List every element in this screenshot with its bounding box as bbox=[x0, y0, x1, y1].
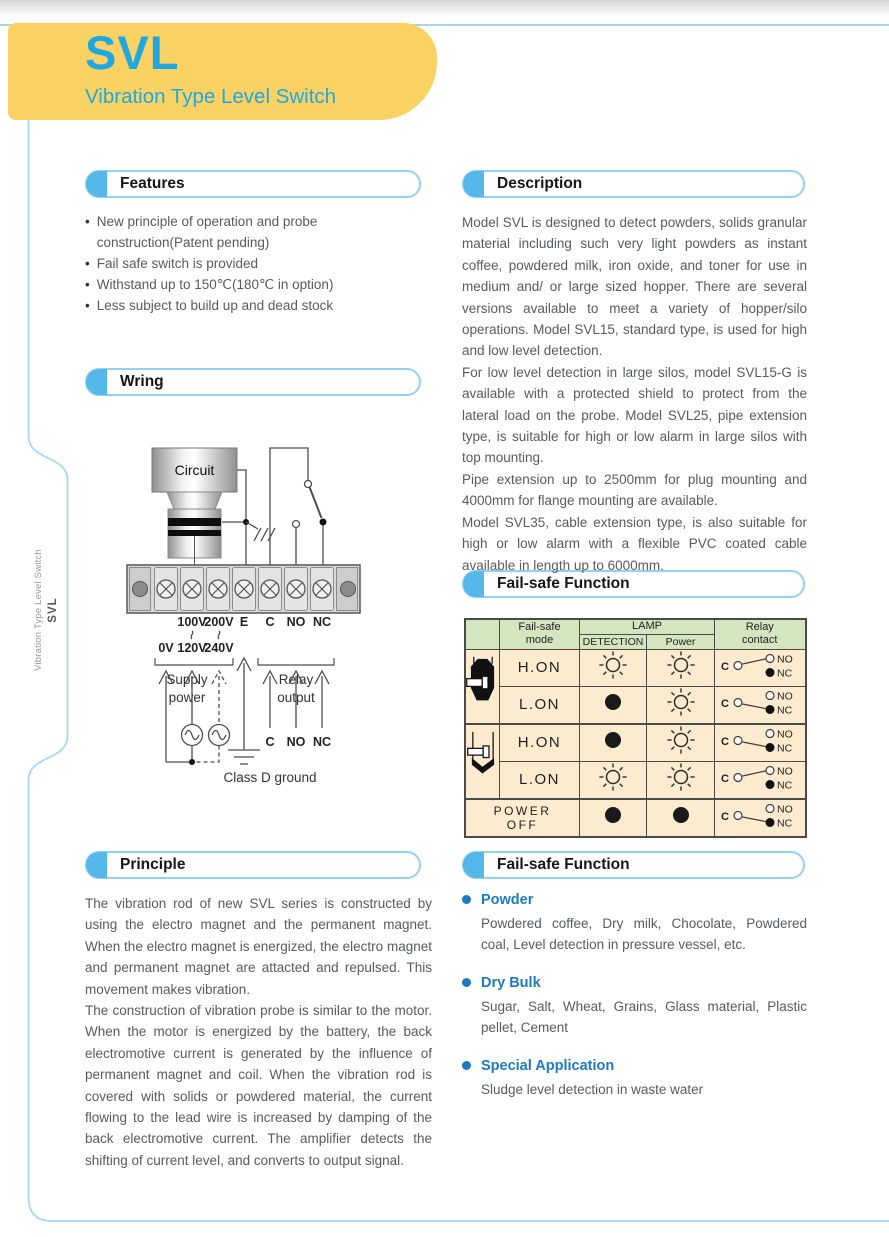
lamp-on-icon bbox=[598, 650, 628, 680]
class-d-ground-label: Class D ground bbox=[223, 770, 317, 785]
heading-cap bbox=[86, 852, 107, 878]
heading-applications-label: Fail-safe Function bbox=[497, 856, 630, 873]
paragraph: Pipe extension up to 2500mm for plug mounting and 4000mm for flange mounting are available. bbox=[462, 471, 807, 509]
vessel-cell bbox=[465, 724, 500, 799]
product-subtitle: Vibration Type Level Switch bbox=[85, 85, 337, 108]
table-corner-cell bbox=[465, 619, 500, 649]
principle-text bbox=[85, 893, 432, 1171]
application-text: Sugar, Salt, Wheat, Grains, Glass material, Plastic pellet, Cement bbox=[481, 999, 807, 1035]
heading-principle bbox=[85, 851, 421, 879]
lamp-on-icon bbox=[666, 650, 696, 680]
table-row bbox=[465, 761, 806, 799]
svg-text:NO: NO bbox=[776, 765, 793, 777]
applications-list bbox=[462, 889, 807, 1117]
empty-vessel-icon bbox=[466, 729, 499, 788]
heading-description-label: Description bbox=[497, 175, 583, 192]
relay-output-label: Relay bbox=[278, 672, 314, 687]
svg-text:NO: NO bbox=[776, 690, 793, 702]
paragraph: The construction of vibration probe is similar to the motor. When the motor is energized by the battery, the back electromotive current is generated by the influence of permanent magnet and coil. When the vibration rod is covered with solids or powdered material, the current flowing to the lead wire is increased by damping of the back electromotive current. The amplifier detects the shifting of current level, and converts to output signal. bbox=[85, 1003, 432, 1168]
relay-contact-icon bbox=[717, 800, 803, 831]
heading-applications bbox=[462, 851, 805, 879]
col-header-detection: DETECTION bbox=[580, 634, 647, 649]
svg-text:E: E bbox=[239, 615, 249, 629]
earth-arrow bbox=[228, 658, 260, 764]
bullet-icon: • bbox=[85, 277, 90, 292]
bullet-icon: • bbox=[85, 256, 90, 271]
power-lamp-cell bbox=[647, 686, 715, 724]
svg-text:output: output bbox=[277, 690, 315, 705]
bullet-icon: • bbox=[85, 298, 90, 313]
bullet-icon bbox=[462, 1061, 471, 1070]
svg-text:power: power bbox=[168, 690, 206, 705]
svg-text:C: C bbox=[720, 735, 729, 748]
relay-contact-cell bbox=[715, 761, 806, 799]
heading-cap bbox=[86, 369, 107, 395]
lamp-off-icon bbox=[598, 725, 628, 755]
svg-text:C: C bbox=[265, 615, 275, 629]
col-header-lamp: LAMP bbox=[580, 619, 715, 634]
heading-cap bbox=[463, 852, 484, 878]
description-text bbox=[462, 212, 807, 576]
heading-features-label: Features bbox=[120, 175, 185, 192]
lamp-off-icon bbox=[598, 687, 628, 717]
feature-item bbox=[85, 253, 432, 274]
lamp-off-icon bbox=[666, 800, 696, 830]
application-text: Powdered coffee, Dry milk, Chocolate, Powdered coal, Level detection in pressure vessel, etc. bbox=[481, 916, 807, 952]
product-banner bbox=[8, 23, 437, 120]
application-heading: Powder bbox=[481, 891, 534, 908]
detection-lamp-cell bbox=[580, 649, 647, 686]
relay-arrows bbox=[263, 671, 329, 728]
svg-text:200V: 200V bbox=[204, 615, 234, 629]
heading-wiring-label: Wring bbox=[120, 373, 164, 390]
svg-text:100V: 100V bbox=[177, 615, 207, 629]
application-item bbox=[462, 889, 807, 955]
product-code: SVL bbox=[85, 26, 180, 79]
table-row bbox=[465, 799, 806, 837]
bullet-icon bbox=[462, 978, 471, 987]
heading-principle-label: Principle bbox=[120, 856, 186, 873]
heading-description bbox=[462, 170, 805, 198]
relay-contact-icon bbox=[717, 762, 803, 793]
svg-text:NO: NO bbox=[286, 615, 306, 629]
detection-lamp-cell bbox=[580, 761, 647, 799]
lamp-on-icon bbox=[598, 762, 628, 792]
power-lamp-cell bbox=[647, 761, 715, 799]
svg-text:C: C bbox=[720, 660, 729, 673]
col-header-power: Power bbox=[647, 634, 715, 649]
power-lamp-cell bbox=[647, 724, 715, 762]
heading-features bbox=[85, 170, 421, 198]
full-vessel-icon bbox=[466, 654, 499, 713]
relay-contact-icon bbox=[717, 687, 803, 718]
lamp-off-icon bbox=[598, 800, 628, 830]
wiring-diagram bbox=[95, 430, 425, 820]
svg-text:C: C bbox=[720, 772, 729, 785]
col-header-relay: Relay contact bbox=[715, 619, 806, 649]
relay-contact-cell bbox=[715, 649, 806, 686]
power-lamp-cell bbox=[647, 799, 715, 837]
application-item bbox=[462, 972, 807, 1038]
relay-contact-cell bbox=[715, 724, 806, 762]
supply-power-label: Supply bbox=[166, 672, 208, 687]
power-lamp-cell bbox=[647, 649, 715, 686]
feature-item bbox=[85, 211, 432, 253]
svg-text:C: C bbox=[720, 810, 729, 823]
mode-cell: H.ON bbox=[500, 649, 580, 686]
svg-text:0V: 0V bbox=[158, 641, 174, 655]
circuit-label: Circuit bbox=[174, 462, 215, 478]
failsafe-table bbox=[464, 618, 807, 838]
lamp-on-icon bbox=[666, 725, 696, 755]
feature-text: Fail safe switch is provided bbox=[96, 256, 259, 271]
heading-wiring bbox=[85, 368, 421, 396]
detection-lamp-cell bbox=[580, 799, 647, 837]
svg-text:NO: NO bbox=[776, 728, 793, 740]
table-row bbox=[465, 686, 806, 724]
svg-text:240V: 240V bbox=[204, 641, 234, 655]
side-tab bbox=[31, 478, 61, 742]
feature-text: Withstand up to 150℃(180℃ in option) bbox=[96, 277, 334, 292]
relay-contact-icon bbox=[717, 725, 803, 756]
svg-text:NO: NO bbox=[286, 735, 306, 749]
bullet-icon: • bbox=[85, 214, 90, 229]
paragraph: The vibration rod of new SVL series is constructed by using the electro magnet and the permanent magnet. When the electro magnet is energized, the electro magnet and permanent magnet are attacted and repulsed. This movement makes vibration. bbox=[85, 896, 432, 997]
power-off-cell: POWER OFF bbox=[465, 799, 580, 837]
detection-lamp-cell bbox=[580, 724, 647, 762]
svg-text:NC: NC bbox=[776, 779, 792, 791]
svg-text:NC: NC bbox=[776, 667, 792, 679]
svg-text:NC: NC bbox=[776, 742, 792, 754]
application-item bbox=[462, 1055, 807, 1100]
application-heading: Special Application bbox=[481, 1057, 615, 1074]
heading-cap bbox=[86, 171, 107, 197]
heading-failsafe-label: Fail-safe Function bbox=[497, 575, 630, 592]
relay-contact-cell bbox=[715, 686, 806, 724]
mode-cell: L.ON bbox=[500, 761, 580, 799]
application-heading: Dry Bulk bbox=[481, 974, 541, 991]
svg-text:NC: NC bbox=[776, 704, 792, 716]
relay-contact-icon bbox=[717, 650, 803, 681]
top-gradient-bar bbox=[0, 0, 889, 17]
side-tab-name: Vibration Type Level Switch bbox=[32, 549, 44, 671]
feature-item bbox=[85, 295, 432, 316]
paragraph: For low level detection in large silos, model SVL15-G is available with a protected shield to protect from the lateral load on the probe. Model SVL25, pipe extension type, is suitable for high or low alarm in large silos with top mounting. bbox=[462, 364, 807, 466]
probe-assembly bbox=[152, 448, 237, 565]
mode-cell: H.ON bbox=[500, 724, 580, 762]
svg-text:NC: NC bbox=[776, 817, 792, 829]
feature-item bbox=[85, 274, 432, 295]
paragraph: Model SVL is designed to detect powders, solids granular material including such very light powders as instant coffee, powdered milk, iron oxide, and toner for use in medium and/ or large sized hopper. There are several versions available to meet a variety of hopper/silo operations. Model SVL15, standard type, is used for high and low level detection. bbox=[462, 215, 807, 359]
mode-cell: L.ON bbox=[500, 686, 580, 724]
vessel-cell bbox=[465, 649, 500, 724]
svg-text:NC: NC bbox=[312, 735, 332, 749]
feature-text: Less subject to build up and dead stock bbox=[96, 298, 334, 313]
features-list bbox=[85, 211, 432, 316]
svg-text:NO: NO bbox=[776, 803, 793, 815]
side-tab-code: SVL bbox=[46, 597, 59, 623]
relay-contact-cell bbox=[715, 799, 806, 837]
lamp-on-icon bbox=[666, 762, 696, 792]
lamp-on-icon bbox=[666, 687, 696, 717]
table-row bbox=[465, 649, 806, 686]
svg-text:NO: NO bbox=[776, 653, 793, 665]
svg-text:C: C bbox=[720, 697, 729, 710]
table-row bbox=[465, 724, 806, 762]
heading-cap bbox=[463, 171, 484, 197]
application-text: Sludge level detection in waste water bbox=[481, 1082, 704, 1097]
relay-switch-wiring bbox=[270, 448, 327, 565]
detection-lamp-cell bbox=[580, 686, 647, 724]
svg-text:C: C bbox=[265, 735, 275, 749]
paragraph: Model SVL35, cable extension type, is also suitable for high or low alarm with a flexible PVC coated cable available in length up to 6000mm. bbox=[462, 514, 807, 573]
svg-text:NC: NC bbox=[312, 615, 332, 629]
terminal-screws bbox=[155, 568, 334, 611]
svg-text:120V: 120V bbox=[177, 641, 207, 655]
terminal-labels bbox=[158, 615, 331, 655]
col-header-mode: Fail-safe mode bbox=[500, 619, 580, 649]
bullet-icon bbox=[462, 895, 471, 904]
feature-text: New principle of operation and probe construction(Patent pending) bbox=[96, 214, 318, 250]
